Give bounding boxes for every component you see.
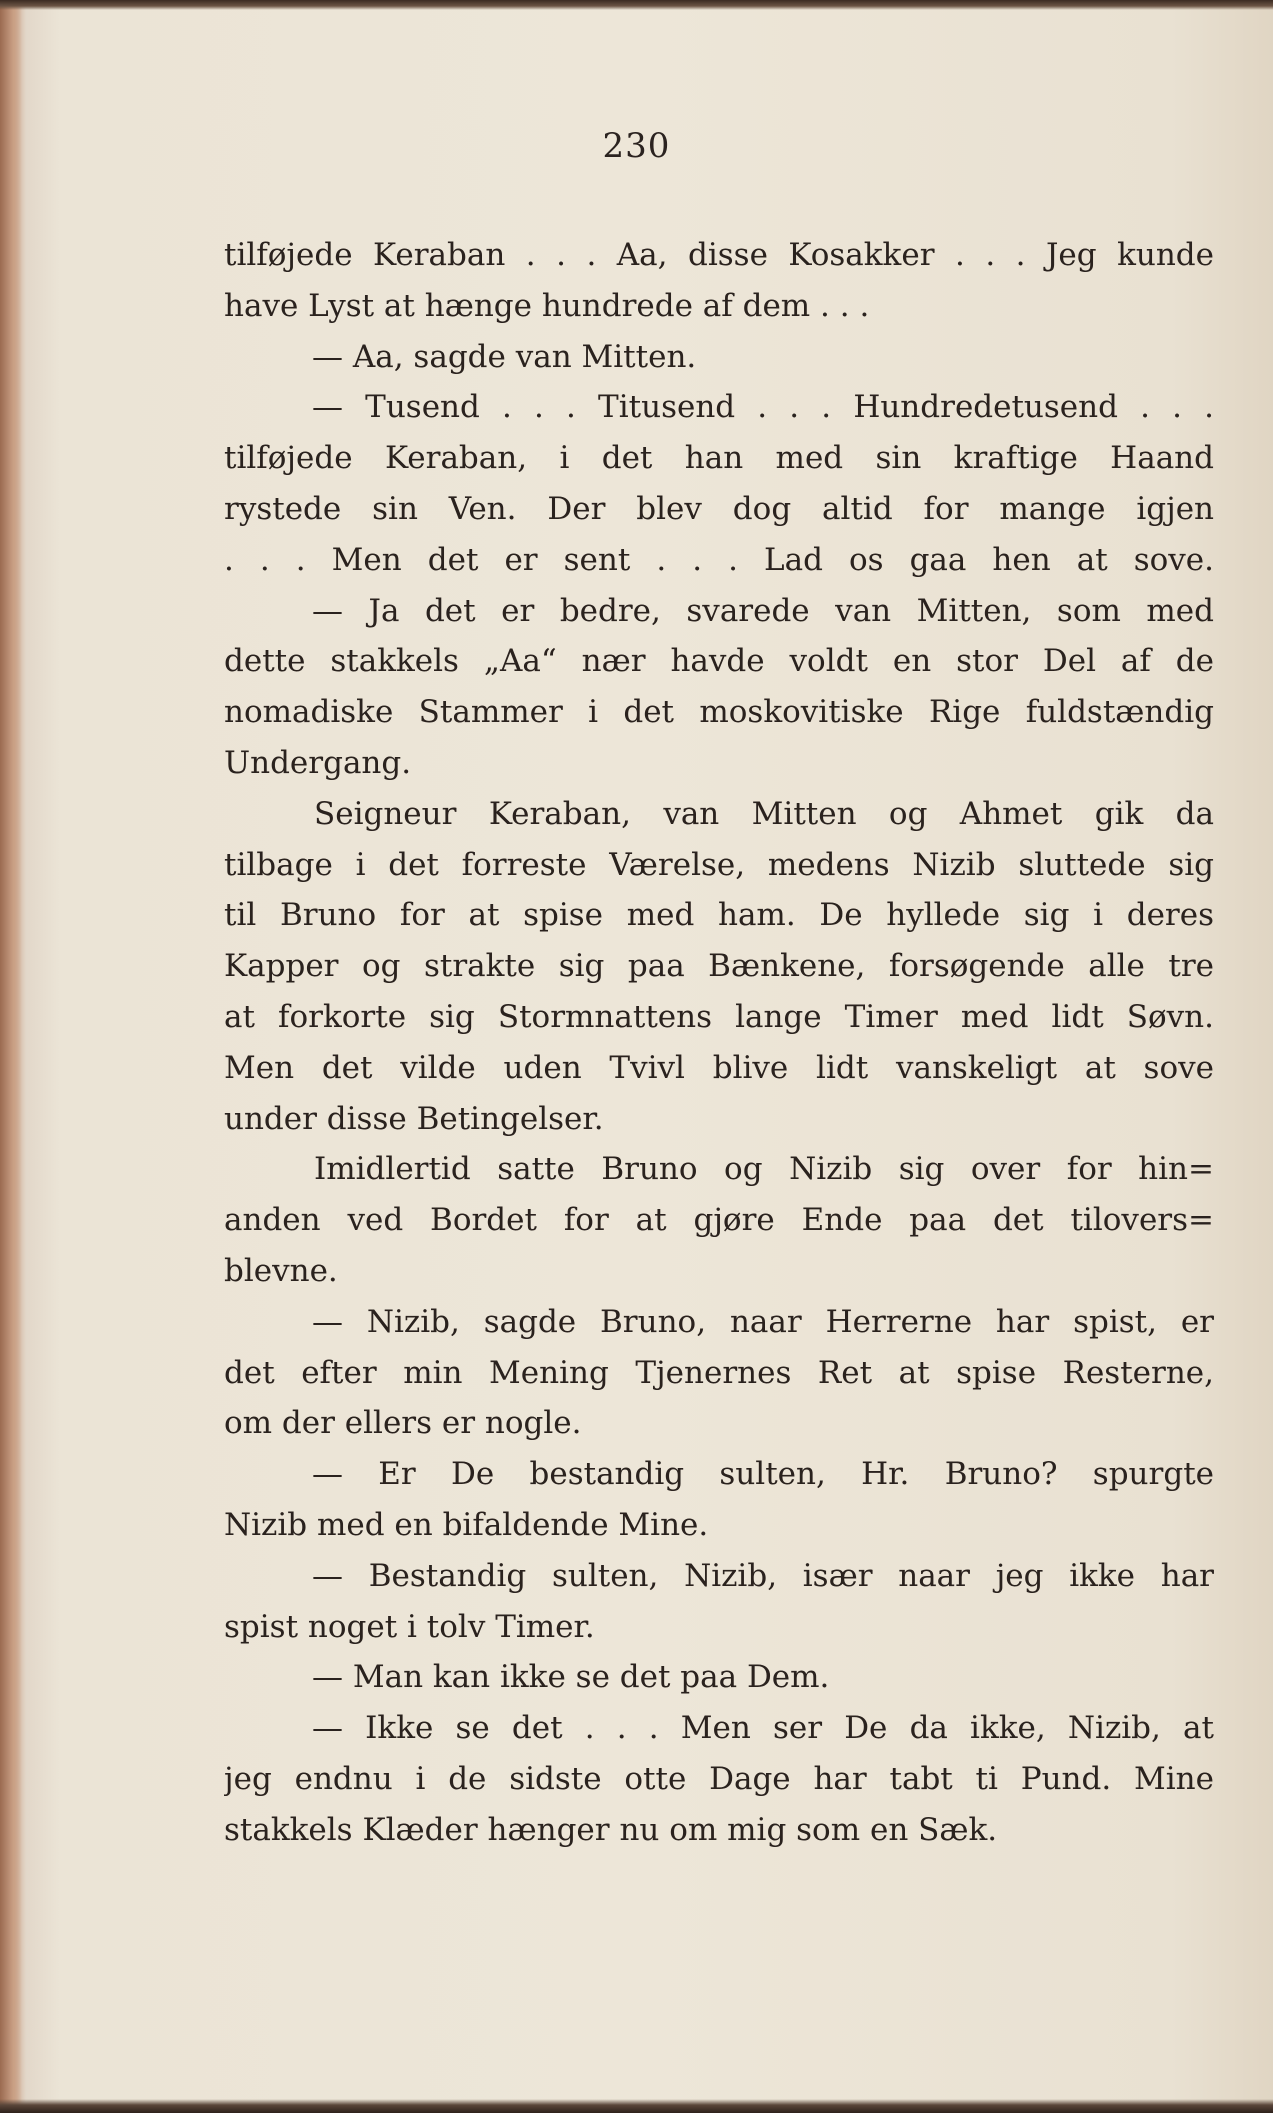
text-line: blevne. bbox=[224, 1252, 338, 1289]
page-bottom-edge bbox=[0, 2099, 1273, 2113]
text-line: Seigneur Keraban, van Mitten og Ahmet gik da bbox=[314, 795, 1214, 832]
text-line: — Aa, sagde van Mitten. bbox=[312, 338, 697, 375]
text-line: Undergang. bbox=[224, 744, 412, 781]
text-line: til Bruno for at spise med ham. De hyllede sig i deres bbox=[224, 897, 1214, 934]
text-line: tilføjede Keraban, i det han med sin kraftige Haand bbox=[224, 440, 1214, 477]
text-line: — Ikke se det . . . Men ser De da ikke, Nizib, at bbox=[312, 1710, 1214, 1747]
text-line: anden ved Bordet for at gjøre Ende paa det tilovers= bbox=[224, 1202, 1214, 1239]
text-line: — Nizib, sagde Bruno, naar Herrerne har spist, er bbox=[312, 1303, 1214, 1340]
text-line: — Er De bestandig sulten, Hr. Bruno? spurgte bbox=[312, 1456, 1214, 1493]
text-line: — Tusend . . . Titusend . . . Hundredetusend . . . bbox=[312, 389, 1214, 426]
text-line: om der ellers er nogle. bbox=[224, 1405, 582, 1442]
text-line: have Lyst at hænge hundrede af dem . . . bbox=[224, 287, 870, 324]
text-line: det efter min Mening Tjenernes Ret at spise Resterne, bbox=[224, 1354, 1214, 1391]
text-line: dette stakkels „Aa“ nær havde voldt en stor Del af de bbox=[224, 643, 1214, 680]
text-line: Nizib med en bifaldende Mine. bbox=[224, 1506, 709, 1543]
page-number: 230 bbox=[602, 126, 671, 166]
text-line: nomadiske Stammer i det moskovitiske Rige fuldstændig bbox=[224, 694, 1214, 731]
text-line: at forkorte sig Stormnattens lange Timer med lidt Søvn. bbox=[224, 998, 1214, 1035]
text-line: Imidlertid satte Bruno og Nizib sig over for hin= bbox=[314, 1151, 1214, 1188]
text-line: Kapper og strakte sig paa Bænkene, forsøgende alle tre bbox=[224, 948, 1214, 985]
text-line: jeg endnu i de sidste otte Dage har tabt ti Pund. Mine bbox=[224, 1760, 1214, 1797]
page-spine-shadow bbox=[0, 0, 22, 2113]
text-line: . . . Men det er sent . . . Lad os gaa hen at sove. bbox=[224, 541, 1214, 578]
page-top-edge bbox=[0, 0, 1273, 10]
text-line: Men det vilde uden Tvivl blive lidt vanskeligt at sove bbox=[224, 1049, 1214, 1086]
text-line: spist noget i tolv Timer. bbox=[224, 1608, 595, 1645]
text-line: — Man kan ikke se det paa Dem. bbox=[312, 1659, 830, 1696]
text-line: rystede sin Ven. Der blev dog altid for mange igjen bbox=[224, 490, 1214, 527]
text-line: — Bestandig sulten, Nizib, især naar jeg ikke har bbox=[312, 1557, 1214, 1594]
text-line: — Ja det er bedre, svarede van Mitten, som med bbox=[312, 592, 1214, 629]
body-text bbox=[224, 230, 1214, 1856]
text-line: tilbage i det forreste Værelse, medens Nizib sluttede sig bbox=[224, 846, 1214, 883]
text-line: under disse Betingelser. bbox=[224, 1100, 604, 1137]
text-line: stakkels Klæder hænger nu om mig som en Sæk. bbox=[224, 1811, 998, 1848]
text-line: tilføjede Keraban . . . Aa, disse Kosakker . . . Jeg kunde bbox=[224, 237, 1214, 273]
